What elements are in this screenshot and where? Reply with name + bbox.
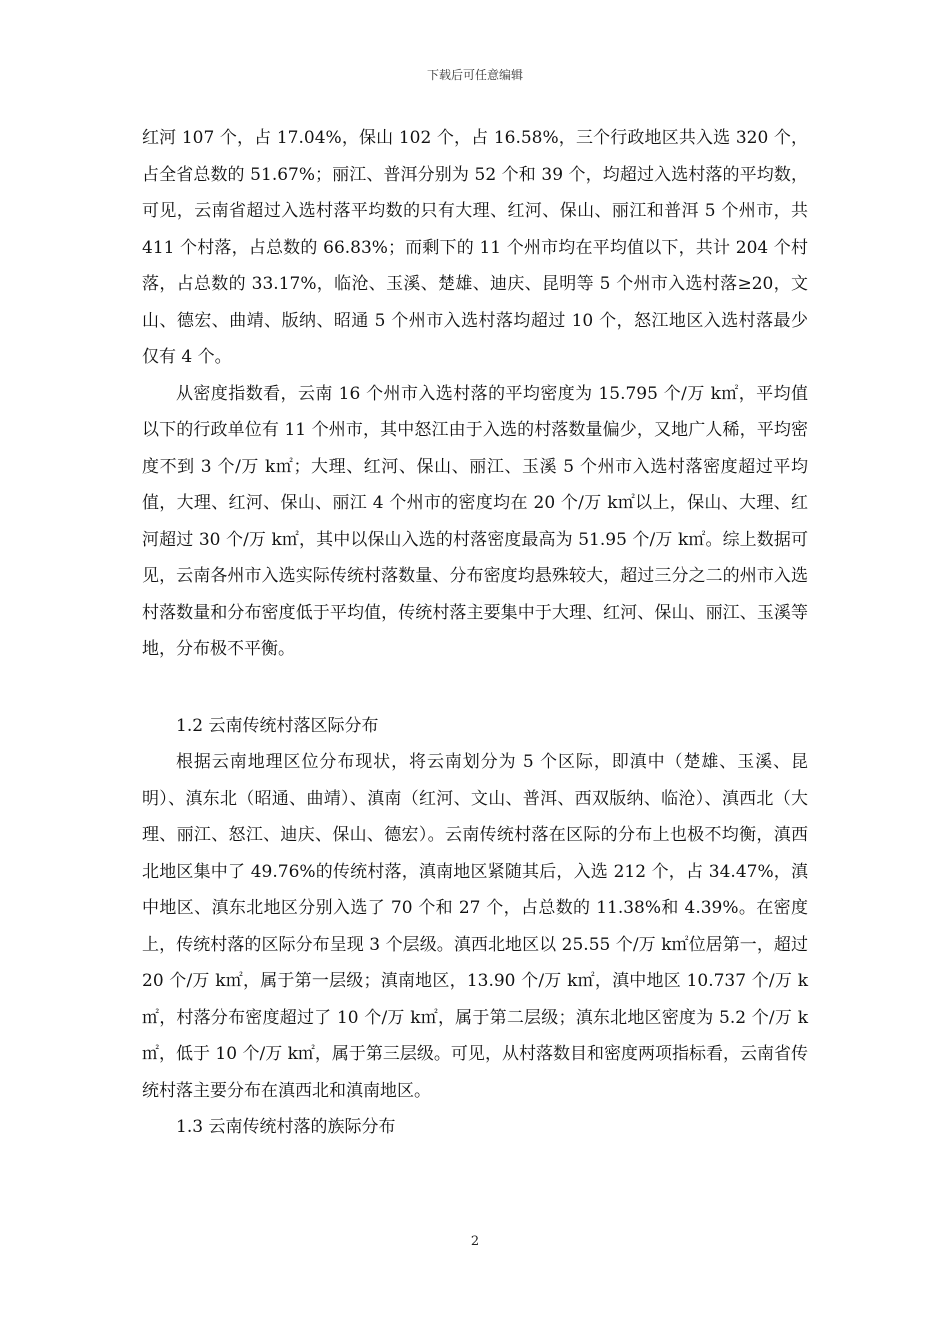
paragraph-1: 红河 107 个，占 17.04%，保山 102 个，占 16.58%，三个行政地区共入选 320 个，占全省总数的 51.67%；丽江、普洱分别为 52 个和 39 个，均超过入选村落的平均数，可见，云南省超过入选村落平均数的只有大理、红河、保山、丽江和普洱 5 个州市，共 411 个村落，占总数的 66.83%；而剩下的 11 个州市均在平均值以下，共计 204 个村落，占总数的 33.17%，临沧、玉溪、楚雄、迪庆、昆明等 5 个州市入选村落≥20，文山、德宏、曲靖、版纳、昭通 5 个州市入选村落均超过 10 个，怒江地区入选村落最少仅有 4 个。 <box>142 128 808 367</box>
section-heading-1-3: 1.3 云南传统村落的族际分布 <box>176 1117 396 1137</box>
document-body <box>142 120 808 1146</box>
paragraph-3: 根据云南地理区位分布现状，将云南划分为 5 个区际，即滇中（楚雄、玉溪、昆明）、滇东北（昭通、曲靖）、滇南（红河、文山、普洱、西双版纳、临沧）、滇西北（大理、丽江、怒江、迪庆、保山、德宏）。云南传统村落在区际的分布上也极不均衡，滇西北地区集中了 49.76%的传统村落，滇南地区紧随其后，入选 212 个，占 34.47%，滇中地区、滇东北地区分别入选了 70 个和 27 个，占总数的 11.38%和 4.39%。在密度上，传统村落的区际分布呈现 3 个层级。滇西北地区以 25.55 个/万 k㎡位居第一，超过 20 个/万 k㎡，属于第一层级；滇南地区，13.90 个/万 k㎡，滇中地区 10.737 个/万 k㎡，村落分布密度超过了 10 个/万 k㎡，属于第二层级；滇东北地区密度为 5.2 个/万 k㎡，低于 10 个/万 k㎡，属于第三层级。可见，从村落数目和密度两项指标看，云南省传统村落主要分布在滇西北和滇南地区。 <box>142 752 808 1101</box>
page-number: 2 <box>470 1234 480 1249</box>
section-gap <box>142 668 808 708</box>
page-header: 下载后可任意编辑 <box>426 68 523 82</box>
paragraph-2: 从密度指数看，云南 16 个州市入选村落的平均密度为 15.795 个/万 k㎡，平均值以下的行政单位有 11 个州市，其中怒江由于入选的村落数量偏少，又地广人稀，平均密度不到 3 个/万 k㎡；大理、红河、保山、丽江、玉溪 5 个州市入选村落密度超过平均值，大理、红河、保山、丽江 4 个州市的密度均在 20 个/万 k㎡以上，保山、大理、红河超过 30 个/万 k㎡，其中以保山入选的村落密度最高为 51.95 个/万 k㎡。综上数据可见，云南各州市入选实际传统村落数量、分布密度均悬殊较大，超过三分之二的州市入选村落数量和分布密度低于平均值，传统村落主要集中于大理、红河、保山、丽江、玉溪等地，分布极不平衡。 <box>142 383 808 659</box>
section-heading-1-2: 1.2 云南传统村落区际分布 <box>176 715 379 736</box>
